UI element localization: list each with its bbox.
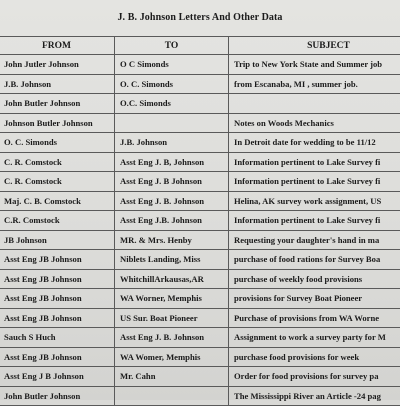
cell-from: C.R. Comstock [0,211,115,231]
cell-from: O. C. Simonds [0,133,115,153]
cell-to: WA Worner, Memphis [115,289,229,309]
cell-from: Asst Eng JB Johnson [0,250,115,270]
cell-to: WA Womer, Memphis [115,347,229,367]
cell-from: John Butler Johnson [0,386,115,406]
cell-to: O C Simonds [115,55,229,75]
cell-to: O.C. Simonds [115,94,229,114]
cell-from: JB Johnson [0,230,115,250]
cell-subject [229,94,400,114]
cell-from: Asst Eng JB Johnson [0,347,115,367]
cell-subject: Order for food provisions for survey pa [229,367,400,387]
cell-from: Asst Eng J B Johnson [0,367,115,387]
table-row [0,55,400,75]
cell-from: Asst Eng JB Johnson [0,289,115,309]
cell-to: Asst Eng J. B. Johnson [115,191,229,211]
cell-subject: In Detroit date for wedding to be 11/12 [229,133,400,153]
cell-from: John Jutler Johnson [0,55,115,75]
cell-subject: Purchase of provisions from WA Worne [229,308,400,328]
cell-subject: Assignment to work a survey party for M [229,328,400,348]
table-row [0,152,400,172]
cell-from: J.B. Johnson [0,74,115,94]
cell-from: Asst Eng JB Johnson [0,308,115,328]
cell-to: Asst Eng J. B, Johnson [115,152,229,172]
table-row [0,74,400,94]
cell-subject: Information pertinent to Lake Survey fi [229,211,400,231]
cell-to: Niblets Landing, Miss [115,250,229,270]
cell-subject: Information pertinent to Lake Survey fi [229,152,400,172]
column-header-to: TO [115,37,229,55]
table-row [0,211,400,231]
cell-to: US Sur. Boat Pioneer [115,308,229,328]
cell-subject: from Escanaba, MI , summer job. [229,74,400,94]
cell-from: John Butler Johnson [0,94,115,114]
cell-to: O. C. Simonds [115,74,229,94]
cell-from: Johnson Butler Johnson [0,113,115,133]
cell-to: MR. & Mrs. Henby [115,230,229,250]
cell-subject: Requesting your daughter's hand in ma [229,230,400,250]
document-title: J. B. Johnson Letters And Other Data [0,12,400,23]
cell-to: Asst Eng J.B. Johnson [115,211,229,231]
table-body [0,55,400,406]
cell-from: Asst Eng JB Johnson [0,269,115,289]
table-row [0,113,400,133]
table-row [0,172,400,192]
cell-subject: The Mississippi River an Article -24 pag [229,386,400,406]
cell-to: Asst Eng J. B. Johnson [115,328,229,348]
cell-subject: Helina, AK survey work assignment, US [229,191,400,211]
cell-subject: purchase food provisions for week [229,347,400,367]
table-row [0,133,400,153]
cell-subject: Information pertinent to Lake Survey fi [229,172,400,192]
cell-to: Asst Eng J. B Johnson [115,172,229,192]
table-row [0,347,400,367]
table-row [0,230,400,250]
cell-to: WhitchillArkausas,AR [115,269,229,289]
table-row [0,308,400,328]
table-row [0,191,400,211]
cell-to: Mr. Cahn [115,367,229,387]
table-header-row [0,37,400,55]
cell-to: J.B. Johnson [115,133,229,153]
table-row [0,367,400,387]
cell-to [115,113,229,133]
cell-from: C. R. Comstock [0,152,115,172]
table-row [0,94,400,114]
column-header-subject: SUBJECT [229,37,400,55]
cell-from: Maj. C. B. Comstock [0,191,115,211]
table-row [0,386,400,406]
table-row [0,250,400,270]
table-row [0,269,400,289]
table-row [0,289,400,309]
cell-from: C. R. Comstock [0,172,115,192]
cell-subject: purchase of food rations for Survey Boa [229,250,400,270]
letters-table [0,36,400,406]
cell-subject: Trip to New York State and Summer job [229,55,400,75]
cell-subject: purchase of weekly food provisions [229,269,400,289]
cell-from: Sauch S Huch [0,328,115,348]
cell-subject: provisions for Survey Boat Pioneer [229,289,400,309]
cell-to [115,386,229,406]
table-row [0,328,400,348]
column-header-from: FROM [0,37,115,55]
cell-subject: Notes on Woods Mechanics [229,113,400,133]
